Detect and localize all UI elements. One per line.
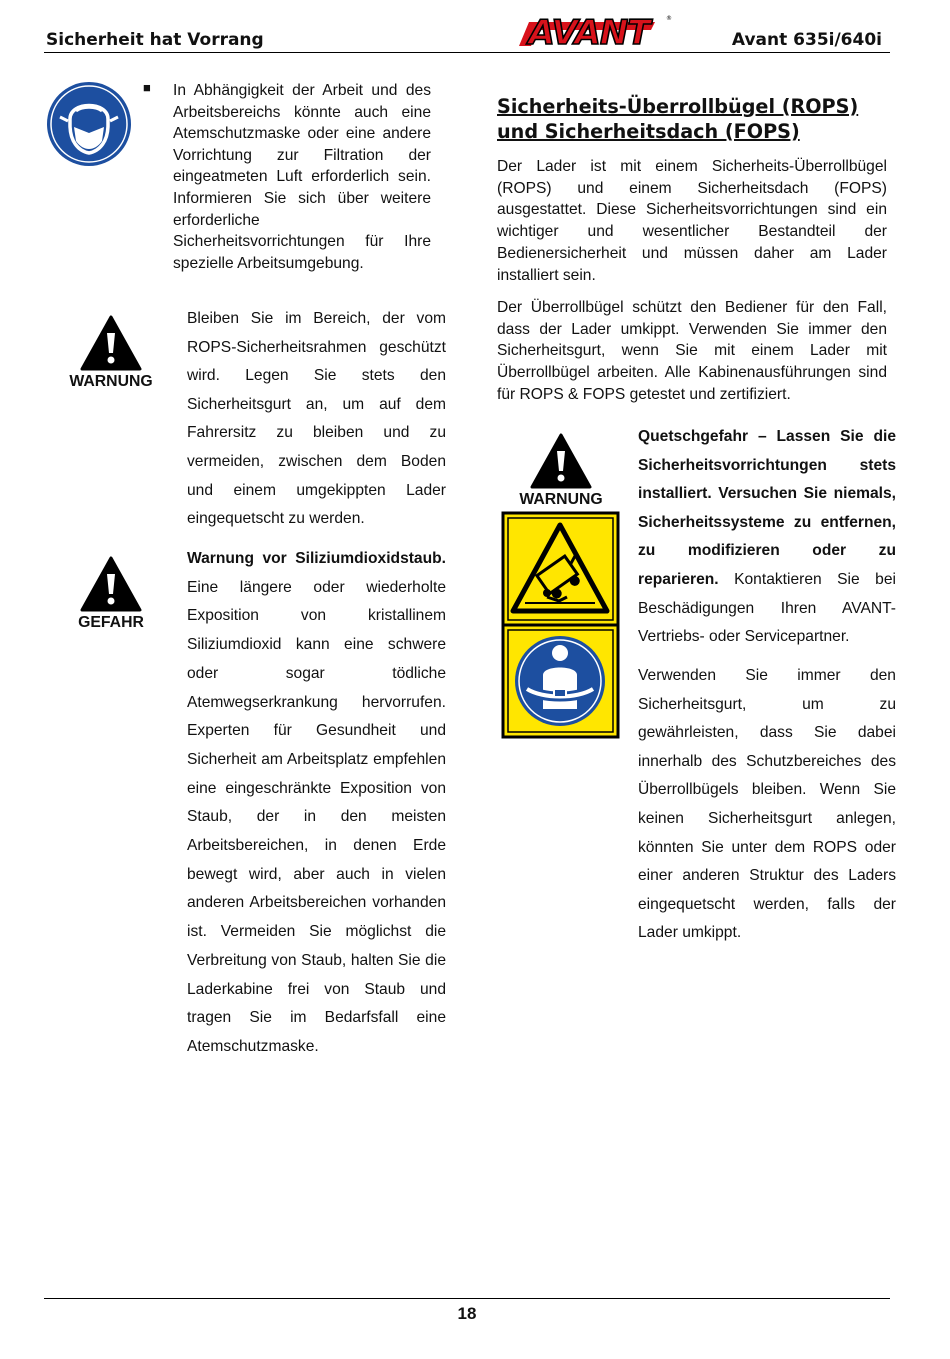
avant-logo — [505, 8, 672, 53]
warning-triangle-icon — [80, 315, 142, 371]
crush-hazard-body: Kontaktieren Sie bei Beschädigungen Ihren AVANT-Vertriebs- oder Servicepartner. — [638, 570, 896, 646]
warning-label-right: WARNUNG — [519, 491, 603, 508]
crush-hazard-bold: Quetschgefahr – Lassen Sie die Sicherheitsvorrichtungen stets installiert. Versuchen Sie niemals, Sicherheitssysteme zu entfernen, zu modifizieren oder zu reparieren. — [638, 428, 896, 588]
rops-intro-paragraph: Der Lader ist mit einem Sicherheits-Überrollbügel (ROPS) und einem Sicherheitsdach (FOPS) ausgestattet. Diese Sicherheitsvorrichtungen sind ein wichtiger und wesentlicher Bestandteil der Bedienersicherheit und müssen daher am Lader installiert sein. — [497, 158, 887, 284]
respirator-mask-icon — [46, 81, 132, 167]
safety-sticker — [503, 513, 618, 737]
danger-triangle-icon — [80, 556, 142, 612]
silica-danger-bold: Warnung vor Siliziumdioxidstaub. — [187, 550, 446, 567]
header-model-title: Avant 635i/640i — [731, 30, 882, 50]
rops-fops-heading: Sicherheits-Überrollbügel (ROPS) und Sicherheitsdach (FOPS) — [497, 95, 859, 143]
warning-text: Bleiben Sie im Bereich, der vom ROPS-Sicherheitsrahmen geschützt wird. Legen Sie stets den Sicherheitsgurt an, um auf dem Fahrersitz zu bleiben und zu vermeiden, zwischen dem Boden und einem umgekippten Lader eingequetscht zu werden. — [187, 310, 446, 528]
danger-label: GEFAHR — [78, 614, 144, 631]
rollover-paragraph: Der Überrollbügel schützt den Bediener für den Fall, dass der Lader umkippt. Verwenden Sie immer den Sicherheitsgurt, wenn Sie mit einem Lader mit Überrollbügel arbeiten. Alle Kabinenausführungen sind für ROPS & FOPS getestet und zertifiziert. — [497, 299, 887, 403]
respirator-bullet-text: In Abhängigkeit der Arbeit und des Arbeitsbereichs könnte auch eine Atemschutzmaske oder eine andere Vorrichtung zur Filtration der eingeatmeten Luft erforderlich sein. Informieren Sie sich über weitere erforderliche Sicherheitsvorrichtungen für Ihre spezielle Arbeitsumgebung. — [173, 82, 431, 272]
crush-hazard-text — [638, 423, 896, 652]
warning-label: WARNUNG — [69, 373, 153, 390]
seatbelt-text: Verwenden Sie immer den Sicherheitsgurt, um zu gewährleisten, dass Sie dabei innerhalb des Schutzbereiches des Überrollbügels bleiben. Wenn Sie keinen Sicherheitsgurt anlegen, könnten Sie unter dem ROPS oder einer anderen Struktur des Laders eingequetscht werden, falls der Lader umkippt. — [638, 667, 896, 942]
page-number: 18 — [457, 1304, 477, 1323]
header-section-title: Sicherheit hat Vorrang — [46, 30, 264, 50]
silica-danger-body: Eine längere oder wiederholte Exposition von kristallinem Siliziumdioxid kann eine schwere oder sogar tödliche Atemwegserkrankung hervorrufen. Experten für Gesundheit und Sicherheit am Arbeitsplatz empfehlen eine eingeschränkte Exposition von Staub, der in den meisten Arbeitsbereichen, in denen Erde bewegt wird, aber auch in vielen anderen Arbeitsbereichen vorhanden ist. Vermeiden Sie möglichst die Verbreitung von Staub, halten Sie die Laderkabine frei von Staub und tragen Sie im Bedarfsfall eine Atemschutzmaske. — [187, 578, 446, 1055]
header-rule — [44, 52, 890, 53]
svg-text:®: ® — [666, 15, 672, 22]
footer-rule — [44, 1298, 890, 1299]
silica-danger-text — [187, 545, 446, 1062]
bullet-marker-icon: ■ — [143, 80, 151, 95]
warning-triangle-icon — [530, 433, 592, 489]
svg-text:AVANT: AVANT — [528, 13, 650, 53]
seatbelt-icon — [515, 636, 605, 726]
